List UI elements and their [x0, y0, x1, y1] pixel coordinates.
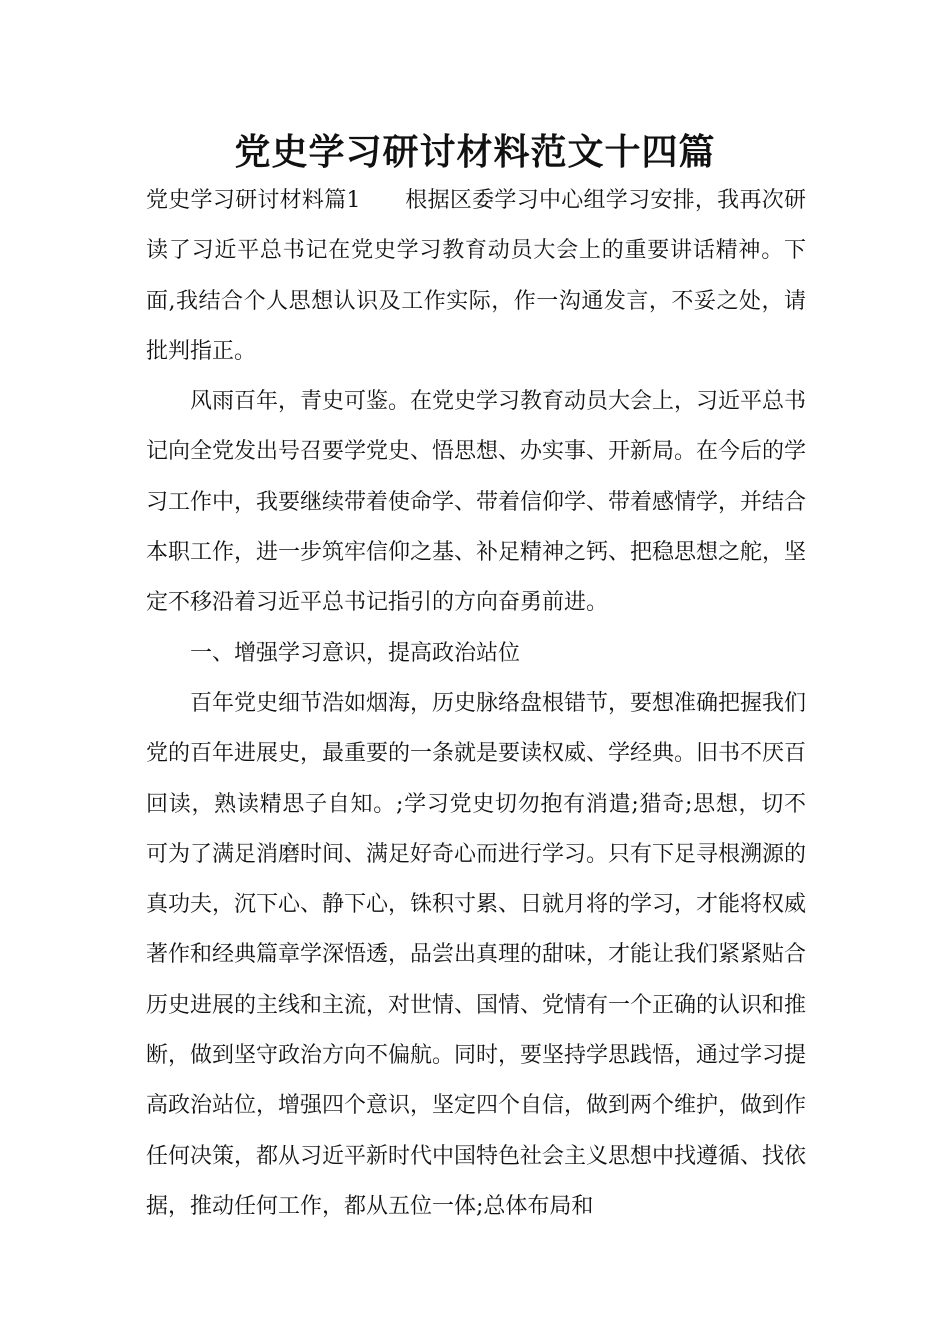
section-heading-1: 一、增强学习意识，提高政治站位 — [190, 640, 521, 666]
document-title: 党史学习研讨材料范文十四篇 — [234, 132, 716, 173]
paragraph-overview: 风雨百年，青史可鉴。在党史学习教育动员大会上，习近平总书记向全党发出号召要学党史、悟思想、办实事、开新局。在今后的学习工作中，我要继续带着使命学、带着信仰学、带着感情学，并结合本职工作，进一步筑牢信仰之基、补足精神之钙、把稳思想之舵，坚定不移沿着习近平总书记指引的方向奋勇前进。 — [146, 389, 807, 616]
paragraph-section-1: 百年党史细节浩如烟海，历史脉络盘根错节，要想准确把握我们党的百年进展史，最重要的一条就是要读权威、学经典。旧书不厌百回读，熟读精思子自知。;学习党史切勿抱有消遣;猎奇;思想，切不可为了满足消磨时间、满足好奇心而进行学习。只有下足寻根溯源的真功夫，沉下心、静下心，铢积寸累、日就月将的学习，才能将权威著作和经典篇章学深悟透，品尝出真理的甜味，才能让我们紧紧贴合历史进展的主线和主流，对世情、国情、党情有一个正确的认识和推断，做到坚守政治方向不偏航。同时，要坚持学思践悟，通过学习提高政治站位，增强四个意识，坚定四个自信，做到两个维护，做到作任何决策，都从习近平新时代中国特色社会主义思想中找遵循、找依据，推动任何工作，都从五位一体;总体布局和 — [146, 690, 807, 1219]
document-body — [146, 176, 806, 1232]
paragraph-intro: 党史学习研讨材料篇1 根据区委学习中心组学习安排，我再次研读了习近平总书记在党史学习教育动员大会上的重要讲话精神。下面,我结合个人思想认识及工作实际，作一沟通发言，不妥之处，请批判指正。 — [146, 188, 806, 364]
